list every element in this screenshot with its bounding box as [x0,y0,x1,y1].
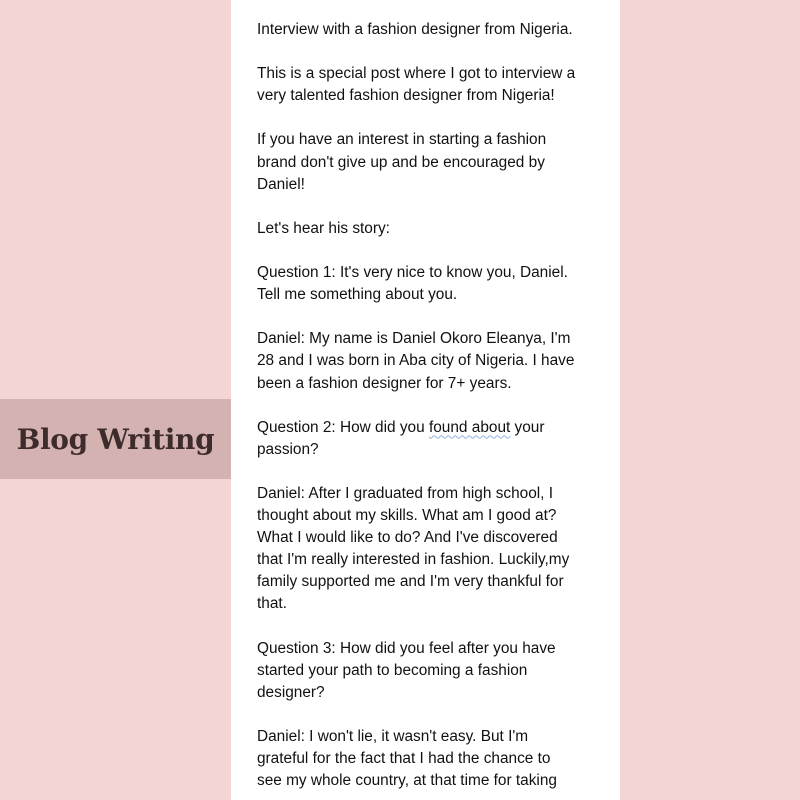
paragraph-encouragement: If you have an interest in starting a fashion brand don't give up and be encouraged by Daniel! [257,131,547,193]
paragraph-answer-1: Daniel: My name is Daniel Okoro Eleanya, I'm 28 and I was born in Aba city of Nigeria. I have been a fashion designer for 7+ years. [257,330,575,392]
document-text [257,19,602,800]
blog-writing-banner [0,399,231,479]
paragraph-answer-3: Daniel: I won't lie, it wasn't easy. But I'm grateful for the fact that I had the chance to see my whole country, at that time for taking [257,728,557,790]
grammar-flagged-phrase[interactable]: found about [428,418,511,436]
paragraph-hear-story: Let's hear his story: [257,219,390,237]
question-2-end: your passion? [257,418,545,458]
paragraph-special-post: This is a special post where I got to interview a very talented fashion designer from Nigeria! [257,65,576,105]
paragraph-intro: Interview with a fashion designer from Nigeria. [257,21,573,38]
paragraph-answer-2: Daniel: After I graduated from high school, I thought about my skills. What am I good at? What I would like to do? And I've discovered that I'm really interested in fashion. Luckily,my family supported me and I'm very thankful for that. [257,484,570,613]
banner-title: Blog Writing [16,422,215,456]
document-page [231,0,620,800]
question-2-start: Question 2: How did you [257,418,429,436]
paragraph-question-1: Question 1: It's very nice to know you, Daniel. Tell me something about you. [257,264,568,304]
paragraph-question-2 [257,417,602,461]
paragraph-question-3: Question 3: How did you feel after you have started your path to becoming a fashion designer? [257,639,556,701]
